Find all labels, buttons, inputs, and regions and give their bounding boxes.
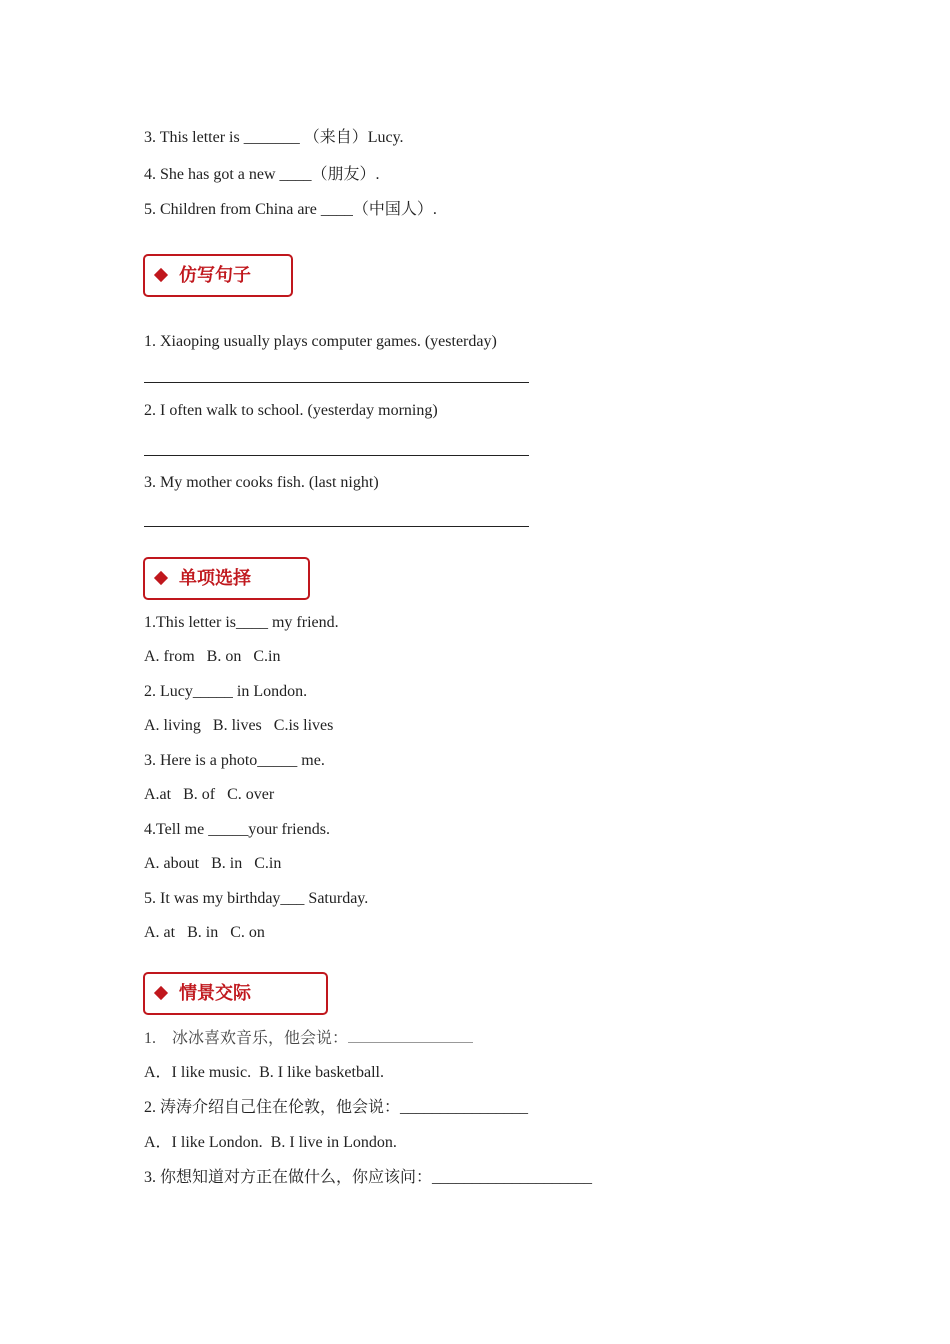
answer-line[interactable] <box>144 455 529 456</box>
situation-question-2: 2. 涛涛介绍自己住在伦敦，他会说：________________ <box>144 1099 529 1116</box>
choice-options-2: A. living B. lives C.is lives <box>144 717 334 734</box>
situation-question-3: 3. 你想知道对方正在做什么，你应该问：____________________ <box>144 1169 593 1186</box>
answer-line[interactable] <box>144 526 529 527</box>
rewrite-item-3: 3. My mother cooks fish. (last night) <box>144 474 379 491</box>
choice-options-5: A. at B. in C. on <box>144 924 265 941</box>
answer-line[interactable] <box>144 382 529 383</box>
fill-in-item-3: 3. This letter is _______ （来自）Lucy. <box>144 129 404 146</box>
fill-in-item-5: 5. Children from China are ____（中国人）. <box>144 201 437 218</box>
choice-options-1: A. from B. on C.in <box>144 648 281 665</box>
choice-options-3: A.at B. of C. over <box>144 786 275 803</box>
section-header-situation <box>143 972 328 1015</box>
choice-options-4: A. about B. in C.in <box>144 855 282 872</box>
choice-question-4: 4.Tell me _____your friends. <box>144 821 330 838</box>
rewrite-item-1: 1. Xiaoping usually plays computer games. (yesterday) <box>144 333 497 350</box>
situation-options-2: A．I like London. B. I live in London. <box>144 1134 397 1151</box>
section-title: 情景交际 <box>179 983 251 1004</box>
situation-options-1: A．I like music. B. I like basketball. <box>144 1064 384 1081</box>
choice-question-1: 1.This letter is____ my friend. <box>144 614 339 631</box>
section-header-choice <box>143 557 310 600</box>
section-title: 单项选择 <box>179 568 251 589</box>
choice-question-3: 3. Here is a photo_____ me. <box>144 752 325 769</box>
diamond-icon <box>154 571 168 585</box>
section-header-rewrite <box>143 254 293 297</box>
choice-question-5: 5. It was my birthday___ Saturday. <box>144 890 369 907</box>
rewrite-item-2: 2. I often walk to school. (yesterday morning) <box>144 402 438 419</box>
section-title: 仿写句子 <box>179 265 251 286</box>
answer-blank[interactable] <box>348 1042 473 1043</box>
diamond-icon <box>154 986 168 1000</box>
situation-question-1-text: 1. 冰冰喜欢音乐，他会说： <box>144 1030 349 1047</box>
fill-in-item-4: 4. She has got a new ____（朋友）. <box>144 166 380 183</box>
situation-question-1 <box>144 1029 473 1049</box>
diamond-icon <box>154 268 168 282</box>
choice-question-2: 2. Lucy_____ in London. <box>144 683 308 700</box>
